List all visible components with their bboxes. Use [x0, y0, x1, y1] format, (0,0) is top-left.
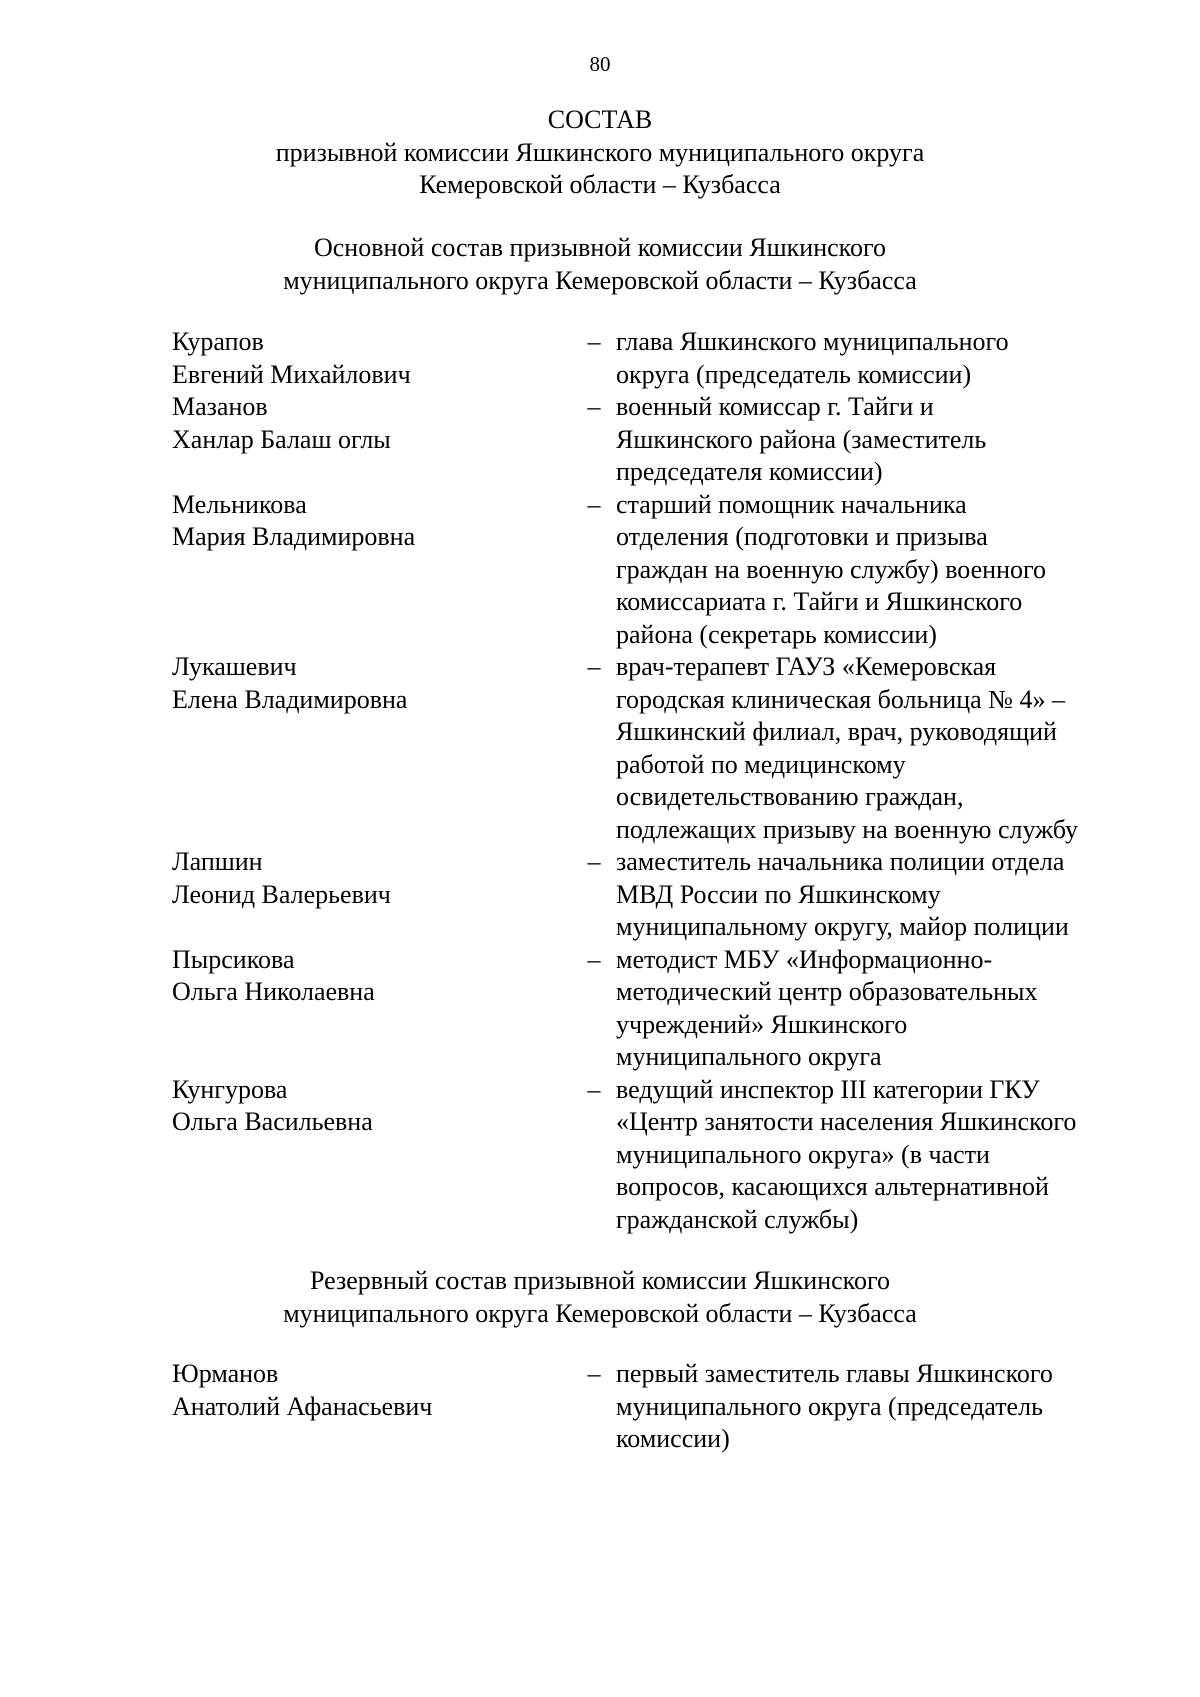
document-title — [0, 104, 1200, 202]
member-dash: – — [587, 944, 601, 974]
member-surname: Мазанов — [172, 392, 268, 421]
member-role-line: «Центр занятости населения Яшкинского — [616, 1107, 1077, 1136]
member-role-line: освидетельствованию граждан, — [616, 782, 964, 811]
member-surname: Лукашевич — [172, 652, 297, 681]
member-role-line: округа (председатель комиссии) — [616, 359, 972, 389]
member-surname: Пырсикова — [172, 944, 295, 974]
member-role-line: военный комиссар г. Тайги и — [616, 392, 934, 421]
member-role-line: муниципальному округу, майор полиции — [616, 912, 1069, 941]
member-name — [172, 489, 572, 652]
member-role-line: муниципального округа» (в части — [616, 1139, 990, 1169]
main-heading-line-1: Основной состав призывной комиссии Яшкинского — [313, 233, 886, 262]
member-role — [616, 489, 1126, 652]
member-role-line: муниципального округа — [616, 1042, 882, 1071]
page-number: 80 — [589, 52, 611, 76]
member-role-line: вопросов, касающихся альтернативной — [616, 1172, 1049, 1201]
member-given-names: Леонид Валерьевич — [172, 879, 391, 909]
member-role — [616, 651, 1126, 846]
member-role — [616, 1358, 1126, 1456]
member-name — [172, 944, 572, 1074]
member-given-names: Мария Владимировна — [172, 522, 416, 551]
member-role-line: гражданской службы) — [616, 1204, 859, 1234]
member-dash: – — [587, 392, 601, 421]
member-role — [616, 326, 1126, 391]
member-given-names: Елена Владимировна — [172, 684, 408, 714]
member-dash: – — [587, 1359, 601, 1388]
member-role-line: МВД России по Яшкинскому — [616, 879, 941, 909]
reserve-members-list — [172, 1358, 1172, 1456]
member-role — [616, 391, 1126, 489]
title-line-1: СОСТАВ — [547, 105, 653, 134]
member-surname: Мельникова — [172, 489, 307, 519]
member-dash: – — [587, 327, 601, 356]
member-role-line: района (секретарь комиссии) — [616, 619, 937, 649]
member-role-line: врач-терапевт ГАУЗ «Кемеровская — [616, 652, 997, 681]
member-row — [172, 846, 1172, 944]
member-row — [172, 944, 1172, 1074]
member-row — [172, 326, 1172, 391]
member-name — [172, 651, 572, 846]
member-role-line: учреждений» Яшкинского — [616, 1009, 908, 1039]
member-role-line: заместитель начальника полиции отдела — [616, 847, 1065, 876]
member-surname: Курапов — [172, 327, 264, 356]
member-dash: – — [587, 652, 601, 681]
reserve-heading-line-2: муниципального округа Кемеровской области – Кузбасса — [283, 1298, 917, 1328]
member-role-line: Яшкинского района (заместитель — [616, 424, 987, 454]
member-role — [616, 1074, 1126, 1237]
member-surname: Кунгурова — [172, 1074, 288, 1104]
member-role-line: глава Яшкинского муниципального — [616, 327, 1009, 356]
member-row — [172, 489, 1172, 652]
main-heading-line-2: муниципального округа Кемеровской области – Кузбасса — [283, 265, 917, 295]
member-dash: – — [587, 1074, 601, 1104]
member-role-line: Яшкинский филиал, врач, руководящий — [616, 717, 1057, 746]
member-name — [172, 326, 572, 391]
member-given-names: Ольга Васильевна — [172, 1107, 373, 1136]
member-role-line: ведущий инспектор III категории ГКУ — [616, 1074, 1040, 1104]
member-given-names: Ольга Николаевна — [172, 977, 375, 1006]
title-line-3: Кемеровской области – Кузбасса — [419, 170, 781, 199]
member-dash: – — [587, 847, 601, 876]
member-given-names: Анатолий Афанасьевич — [172, 1391, 433, 1421]
member-dash: – — [587, 489, 601, 519]
member-role-line: старший помощник начальника — [616, 489, 967, 519]
member-role-line: методический центр образовательных — [616, 977, 1038, 1006]
title-line-2: призывной комиссии Яшкинского муниципального округа — [275, 137, 925, 167]
main-section-heading — [0, 232, 1200, 297]
member-role-line: комиссариата г. Тайги и Яшкинского — [616, 587, 1023, 616]
member-name — [172, 391, 572, 489]
member-role-line: граждан на военную службу) военного — [616, 554, 1047, 584]
reserve-section-heading — [0, 1265, 1200, 1330]
member-role — [616, 944, 1126, 1074]
member-role-line: председателя комиссии) — [616, 457, 883, 486]
member-row — [172, 651, 1172, 846]
member-row — [172, 1358, 1172, 1456]
member-role-line: методист МБУ «Информационно- — [616, 944, 993, 974]
member-role-line: отделения (подготовки и призыва — [616, 522, 988, 551]
member-role-line: работой по медицинскому — [616, 749, 906, 779]
member-role-line: муниципального округа (председатель — [616, 1391, 1043, 1421]
member-role-line: городская клиническая больница № 4» – — [616, 684, 1065, 714]
reserve-heading-line-1: Резервный состав призывной комиссии Яшкинского — [309, 1266, 891, 1295]
main-members-list — [172, 326, 1172, 1236]
member-role-line: первый заместитель главы Яшкинского — [616, 1359, 1053, 1388]
member-role-line: комиссии) — [616, 1424, 730, 1453]
member-role-line: подлежащих призыву на военную службу — [616, 814, 1078, 844]
member-role — [616, 846, 1126, 944]
member-row — [172, 391, 1172, 489]
member-given-names: Ханлар Балаш оглы — [172, 424, 391, 454]
member-name — [172, 1074, 572, 1237]
member-surname: Лапшин — [172, 847, 263, 876]
member-row — [172, 1074, 1172, 1237]
member-name — [172, 1358, 572, 1456]
member-surname: Юрманов — [172, 1359, 279, 1388]
member-name — [172, 846, 572, 944]
member-given-names: Евгений Михайлович — [172, 359, 411, 389]
